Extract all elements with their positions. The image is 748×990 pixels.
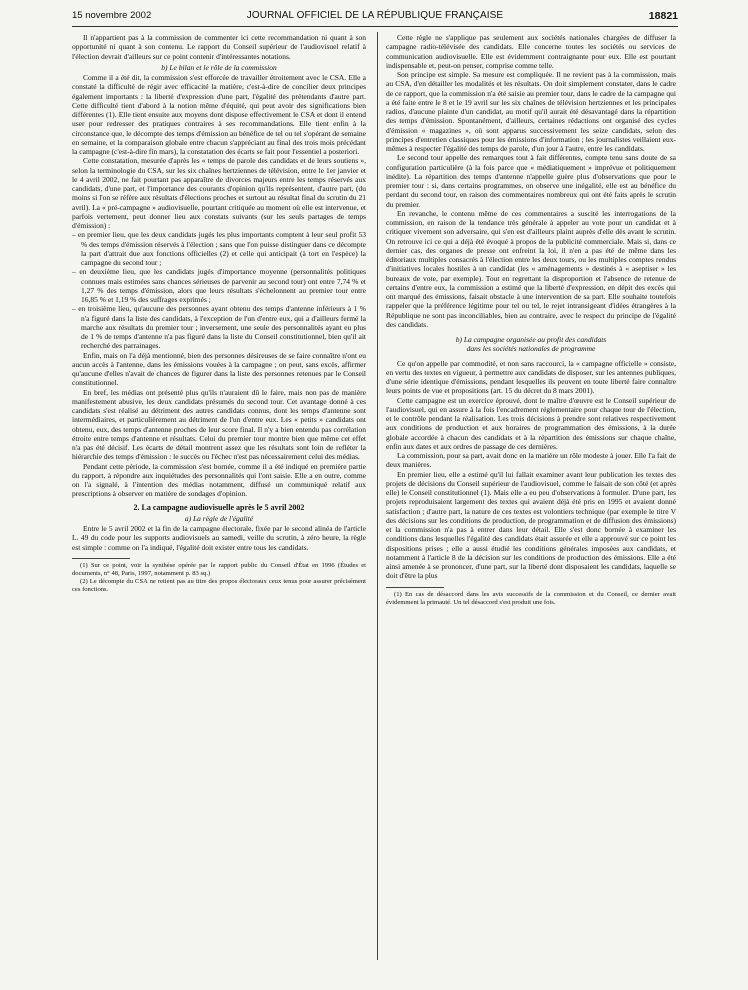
- paragraph: Le second tour appelle des remarques tout à fait différentes, compte tenu sans doute de sa configuration particulière (à la fois parce que « médiatiquement » imprévue et politiquement inédite). La répartition des temps d'antenne n'appelle guère plus d'observations que pour le premier tour : si, dans certains programmes, on observe une inégalité, elle est au bénéfice du perdant du second tour, en raison des commentaires nombreux qui ont été faits après le scrutin du premier.: [386, 153, 676, 209]
- paragraph: Ce qu'on appelle par commodité, et non sans raccourci, la « campagne officielle » consiste, en vertu des textes en vigueur, à permettre aux candidats de disposer, sur les antennes publiques, d'une série identique d'émissions, pendant lesquelles ils peuvent en toute liberté faire connaître leurs points de vue et propositions (art. 15 du décret du 8 mars 2001).: [386, 358, 676, 396]
- list-item: – en deuxième lieu, que les candidats jugés d'importance moyenne (personnalités politiques connues mais estimées sans chances sérieuses de parvenir au second tour) ont entre 7,74 % et 1,27 % des temps d'émission, alors que leurs résultats s'échelonnent au premier tour entre 16,85 % et 1,19 % des suffrages exprimés ;: [72, 267, 366, 304]
- list-item: – en troisième lieu, qu'aucune des personnes ayant obtenu des temps d'antenne inférieurs à 1 % n'a figuré dans la liste des candidats, à l'exception de l'un d'entre eux, qui a d'ailleurs fermé la marche aux résultats du premier tour ; inversement, une seule des personnalités ayant eu plus de 1 % de temps d'antenne n'a pas figuré dans la liste du Conseil constitutionnel, bien qu'il ait recherché des parrainages.: [72, 304, 366, 351]
- paragraph: Enfin, mais on l'a déjà mentionné, bien des personnes désireuses de se faire connaître n'ont eu aucun accès à l'antenne, dans les émissions vouées à la campagne ; on peut, sans excès, affirmer qu'aucune d'elles n'avait de chances de figurer dans la liste des personnes retenues par le Conseil constitutionnel.: [72, 350, 366, 388]
- subheading-bilan: b) Le bilan et le rôle de la commission: [161, 62, 277, 72]
- footnote-rule: [72, 558, 130, 559]
- subheading-campagne: b) La campagne organisée au profit des candidats: [455, 335, 607, 344]
- paragraph: Pendant cette période, la commission s'est bornée, comme il a été indiqué en première partie du rapport, à répondre aux inquiétudes des personnalités qui l'ont saisie. Elle a en outre, comme on l'a signalé, à l'intention des médias notamment, diffusé un communiqué relatif aux prescriptions à observer en matière de sondages d'opinion.: [72, 461, 366, 499]
- paragraph: Cette campagne est un exercice éprouvé, dont le maître d'œuvre est le Conseil supérieur de l'audiovisuel, qui en assure à la fois l'encadrement réglementaire pour chaque tour de l'élection, et le contrôle pendant la réalisation. Les trois décisions à prendre sont relatives respectivement aux conditions de production et aux horaires de programmation des émissions, à la durée globale accordée à chacun des candidats et à la répartition des émissions sur chaque chaîne, enfin aux dates et aux ordres de passage de ces dernières.: [386, 395, 676, 451]
- left-column: [72, 33, 366, 594]
- paragraph: Il n'appartient pas à la commission de commenter ici cette recommandation ni quant à son opportunité ni quant à son contenu. Le rapport du Conseil supérieur de l'audiovisuel relatif à l'élection devrait d'ailleurs sur ce point contenir d'intéressantes notations.: [72, 33, 366, 61]
- page-header: [72, 10, 678, 24]
- header-title: JOURNAL OFFICIEL DE LA RÉPUBLIQUE FRANÇAISE: [246, 10, 504, 21]
- header-rule: [72, 26, 678, 27]
- paragraph: Son principe est simple. Sa mesure est compliquée. Il ne revient pas à la commission, mais au CSA, d'en détailler les modalités et les résultats. On doit simplement constater, dans le cadre de ce rapport, que la commission n'a été saisie au premier tour, dans le cadre de la campagne qui a été faite entre le 8 et le 19 avril sur les six chaînes de télévision hertziennes et les principales radios, d'aucune plainte d'un candidat, au motif qu'il aurait été désavantagé dans la répartition des temps d'émission. Spontanément, d'ailleurs, certaines rédactions ont organisé des cycles d'émission « magazines », où sont apparus successivement les seize candidats, selon des principes d'entretien classiques pour les émissions d'information ; les journalistes veillaient eux-mêmes à respecter l'égalité des temps de parole, d'un jour à l'autre, entre les candidats.: [386, 70, 676, 153]
- paragraph: La commission, pour sa part, avait donc en la matière un rôle modeste à jouer. Elle l'a fait de deux manières.: [386, 451, 676, 470]
- footnote: (2) Le décompte du CSA ne retient pas au titre des propos électoraux ceux tenus pour assurer précisément ces fonctions.: [72, 577, 366, 593]
- footnote: (1) En cas de désaccord dans les avis successifs de la commission et du Conseil, ce dernier avait évidemment la primauté. Un tel désaccord s'est produit une fois.: [386, 590, 676, 606]
- subheading-campagne-2: dans les sociétés nationales de programme: [466, 344, 596, 354]
- paragraph: En revanche, le contenu même de ces commentaires a suscité les interrogations de la commission, en raison de la tendance très générale à appeler au vote pour un candidat et à critiquer vivement son adversaire, qui s'en est d'ailleurs plaint auprès d'elle dès avant le scrutin. On retrouve ici ce qui a déjà été évoqué à propos de la publicité commerciale. Mais si, dans ce dernier cas, des organes de presse ont enfreint la loi, il n'en a pas été de même dans les éditoriaux multiples consacrés à l'élection entre les deux tours, ou les multiples comptes rendus d'initiatives locales hostiles à un candidat (les « aménagements » destinés à « aseptiser » les bureaux de vote, par exemple). Tout en regrettant la disproportion et l'absence de retenue de certains d'entre eux, la commission a estimé que la liberté d'expression, en dépit des excès qui ont marqué des émissions, faisait obstacle à une intervention de sa part. Elle souhaite toutefois rappeler que la préférence légitime pour tel ou tel, le rejet intransigeant d'idées étrangères à la République ne sont pas inconciliables, bien au contraire, avec le respect du principe de l'égalité des candidats.: [386, 208, 676, 329]
- paragraph: Comme il a été dit, la commission s'est efforcée de travailler étroitement avec le CSA. Elle a constaté la difficulté de régir avec efficacité la matière, c'est-à-dire de concilier deux principes également importants : la liberté d'expression d'une part, l'égalité des prétendants d'autre part. Cette difficulté tient d'abord à la notion même d'équité, qui peut avoir des significations bien différentes (1). Elle tient ensuite aux moyens dont dispose effectivement le CSA et dont il entend user pour redresser des pratiques contraires à ses recommandations. Elle tient enfin à la circonstance que, le décompte des temps d'émission au bénéfice de tel ou tel s'opérant de semaine en semaine, et la comparaison globale entre chacun s'appréciant au final des trois mois précédant la campagne (c'est-à-dire fin mars), la constatation des écarts se fait pour l'essentiel a posteriori.: [72, 73, 366, 156]
- footnote-rule: [386, 587, 444, 588]
- right-column: [386, 33, 676, 607]
- findings-list: [72, 230, 366, 350]
- paragraph: Cette constatation, mesurée d'après les « temps de parole des candidats et de leurs soutiens », selon la terminologie du CSA, sur les six chaînes hertziennes de télévision, entre le 1er janvier et le 4 avril 2002, ne fait pourtant pas apparaître de divorces majeurs entre les temps réservés aux candidats, d'une part, et l'importance des courants d'opinion qu'ils représentent, d'autre part, (du moins si l'on se réfère aux résultats d'élections proches et surtout au résultat final du scrutin du 21 avril). La « pré-campagne » audiovisuelle, pourtant critiquée au moment où elle est intervenue, et parfois vertement, peut donner lieu aux constats suivants (sur les seuls partages de temps d'émission) :: [72, 156, 366, 230]
- list-item: – en premier lieu, que les deux candidats jugés les plus importants comptent à leur seul profit 53 % des temps d'émission réservés à l'élection ; sans que l'on puisse distinguer dans ce décompte la part d'attrait due aux fonctions officielles (2) et celle qui anticipait (à tort en l'espèce) la campagne du second tour ;: [72, 230, 366, 267]
- paragraph: Cette règle ne s'applique pas seulement aux sociétés nationales chargées de diffuser la campagne radio-télévisée des candidats. Elle concerne toutes les sociétés ou services de communication audiovisuelle. Elle est évidemment contraignante pour eux. Elle est pourtant indispensable et, peut-on penser, comprise comme telle.: [386, 33, 676, 70]
- header-date: 15 novembre 2002: [72, 10, 152, 21]
- paragraph: En bref, les médias ont présenté plus qu'ils n'auraient dû le faire, mais non pas de manière manifestement abusive, les deux candidats présumés du second tour. Cet avantage donné à ces candidats s'est réalisé au détriment des autres candidats connus, dont les temps d'antenne sont intermédiaires, et particulièrement au détriment de l'un d'entre eux. Les « petits » candidats ont obtenu, eux, des temps d'antenne proches de leur score final. Il n'y a bien entendu pas corrélation étroite entre temps d'antenne et résultats. Celui du premier tour montre bien que même cet effet n'a pas été décisif. Les écarts de détail montrent assez que les résultats sont loin de refléter la hiérarchie des temps d'émission : le succès ou l'échec n'est pas nécessairement celui des médias.: [72, 387, 366, 462]
- subheading-egalite: a) La règle de l'égalité: [184, 513, 254, 523]
- column-divider: [377, 32, 378, 960]
- section-heading: 2. La campagne audiovisuelle après le 5 avril 2002: [133, 502, 305, 512]
- footnote: (1) Sur ce point, voir la synthèse opérée par le rapport public du Conseil d'État en 1996 (Études et documents, n° 48, Paris, 1997, notamment p. 83 sq.): [72, 561, 366, 577]
- paragraph: Entre le 5 avril 2002 et la fin de la campagne électorale, fixée par le second alinéa de l'article L. 49 du code pour les supports audiovisuels au samedi, veille du scrutin, à zéro heure, la règle est simple : comme on l'a indiqué, l'égalité doit exister entre tous les candidats.: [72, 524, 366, 552]
- header-page-number: 18821: [648, 10, 678, 22]
- paragraph: En premier lieu, elle a estimé qu'il lui fallait examiner avant leur publication les textes des projets de décisions du Conseil supérieur de l'audiovisuel, comme le faisait de son côté (et après elle) le Conseil constitutionnel (1). Mais elle a eu peu d'observations à formuler. D'une part, les projets reproduisaient largement des textes qui avaient déjà été pris en 1995 et avaient donné satisfaction ; d'autre part, la nature de ces textes est volontiers technique (par exemple le titre V des décisions sur les conditions de production, de programmation et de diffusion des émissions) et la commission n'a pas à entrer dans leur détail. Elle s'est donc bornée à examiner les conditions dans lesquelles l'égalité des candidats était assurée et elle a approuvé sur ce point les dispositions prises ; elle a aussi étudié les conditions générales imposées aux candidats, et notamment à l'article 8 de la décision sur les conditions de production des émissions. Elle a été ainsi amenée à se prononcer, d'une part, sur la liberté dont disposaient les candidats, laquelle se doit d'être la plus: [386, 469, 676, 581]
